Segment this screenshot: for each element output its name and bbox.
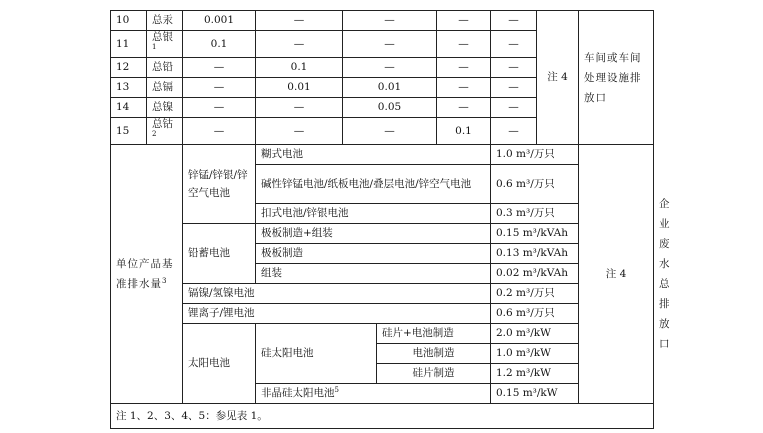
table-row: [111, 304, 654, 324]
pollutant-name: 总镍: [147, 98, 183, 118]
footnote: 注 1、2、3、4、5：参见表 1。: [111, 404, 654, 429]
drainage-value: 2.0 m³/kW: [491, 324, 579, 344]
limit-value: 0.05: [343, 98, 437, 118]
row-number: 13: [111, 78, 147, 98]
drainage-value: 0.02 m³/kVAh: [491, 264, 579, 284]
emission-standard-table: [110, 10, 671, 429]
limit-value: —: [256, 31, 343, 58]
drainage-value: 0.6 m³/万只: [491, 304, 579, 324]
battery-type: 锂离子/锂电池: [183, 304, 491, 324]
limit-value: —: [343, 31, 437, 58]
unit-note: 注 4: [579, 145, 654, 404]
limit-value: —: [491, 78, 537, 98]
battery-type: 硅片制造: [377, 364, 491, 384]
subgroup-label: 硅太阳电池: [256, 324, 377, 384]
limit-value: 0.01: [256, 78, 343, 98]
limit-value: 0.01: [343, 78, 437, 98]
pollutant-name: 总钴$^2$: [147, 118, 183, 145]
drainage-value: 0.2 m³/万只: [491, 284, 579, 304]
group-label: 太阳电池: [183, 324, 256, 404]
limit-value: —: [437, 78, 491, 98]
group-label: 铅蓄电池: [183, 224, 256, 284]
footnote-row: [111, 404, 654, 429]
pollutant-name: 总汞: [147, 11, 183, 31]
drainage-value: 0.15 m³/kW: [491, 384, 579, 404]
drainage-value: 1.0 m³/kW: [491, 344, 579, 364]
row-number: 12: [111, 58, 147, 78]
limit-value: —: [491, 31, 537, 58]
table-row: [111, 284, 654, 304]
limit-value: 0.001: [183, 11, 256, 31]
battery-type: 组装: [256, 264, 491, 284]
drainage-value: 1.2 m³/kW: [491, 364, 579, 384]
monitoring-location: 车间或车间处理设施排放口: [579, 11, 654, 145]
drainage-value: 0.6 m³/万只: [491, 165, 579, 204]
drainage-value: 0.13 m³/kVAh: [491, 244, 579, 264]
drainage-value: 0.3 m³/万只: [491, 204, 579, 224]
row-number: 15: [111, 118, 147, 145]
row-number: 11: [111, 31, 147, 58]
battery-type: 扣式电池/锌银电池: [256, 204, 491, 224]
limit-value: —: [256, 118, 343, 145]
limit-value: 0.1: [256, 58, 343, 78]
limit-value: —: [183, 78, 256, 98]
limit-value: —: [437, 58, 491, 78]
battery-type: 硅片+电池制造: [377, 324, 491, 344]
limit-value: —: [491, 118, 537, 145]
limit-value: —: [437, 11, 491, 31]
pollutant-note: 注 4: [537, 11, 579, 145]
row-number: 14: [111, 98, 147, 118]
table-row: [111, 324, 654, 344]
limit-value: 0.1: [183, 31, 256, 58]
battery-type: 糊式电池: [256, 145, 491, 165]
limit-value: —: [256, 98, 343, 118]
battery-type: 非晶硅太阳电池$^5$: [256, 384, 491, 404]
limit-value: —: [491, 11, 537, 31]
limit-value: —: [343, 118, 437, 145]
pollutant-name: 总银$^1$: [147, 31, 183, 58]
table-row: [111, 11, 654, 31]
battery-type: 电池制造: [377, 344, 491, 364]
limit-value: —: [183, 58, 256, 78]
limit-value: —: [343, 11, 437, 31]
limit-value: —: [256, 11, 343, 31]
drainage-value: 0.15 m³/kVAh: [491, 224, 579, 244]
drainage-value: 1.0 m³/万只: [491, 145, 579, 165]
table-row: 单位产品基准排水量$^3$ 锌锰/锌银/锌空气电池 糊式电池 1.0 m³/万只 注 4 企业废水总排放口: [111, 145, 654, 165]
battery-type: 极板制造: [256, 244, 491, 264]
limit-value: —: [343, 58, 437, 78]
battery-type: 镉镍/氢镍电池: [183, 284, 491, 304]
limit-value: —: [183, 118, 256, 145]
battery-type: 极板制造+组装: [256, 224, 491, 244]
table-row: [111, 224, 654, 244]
limit-value: —: [491, 58, 537, 78]
row-number: 10: [111, 11, 147, 31]
battery-type: 碱性锌锰电池/纸板电池/叠层电池/锌空气电池: [256, 165, 491, 204]
pollutant-name: 总铅: [147, 58, 183, 78]
section-label: 单位产品基准排水量$^3$: [111, 145, 183, 404]
limit-value: —: [437, 98, 491, 118]
limit-value: 0.1: [437, 118, 491, 145]
limit-value: —: [491, 98, 537, 118]
group-label: 锌锰/锌银/锌空气电池: [183, 145, 256, 224]
limit-value: —: [437, 31, 491, 58]
pollutant-name: 总镉: [147, 78, 183, 98]
limit-value: —: [183, 98, 256, 118]
